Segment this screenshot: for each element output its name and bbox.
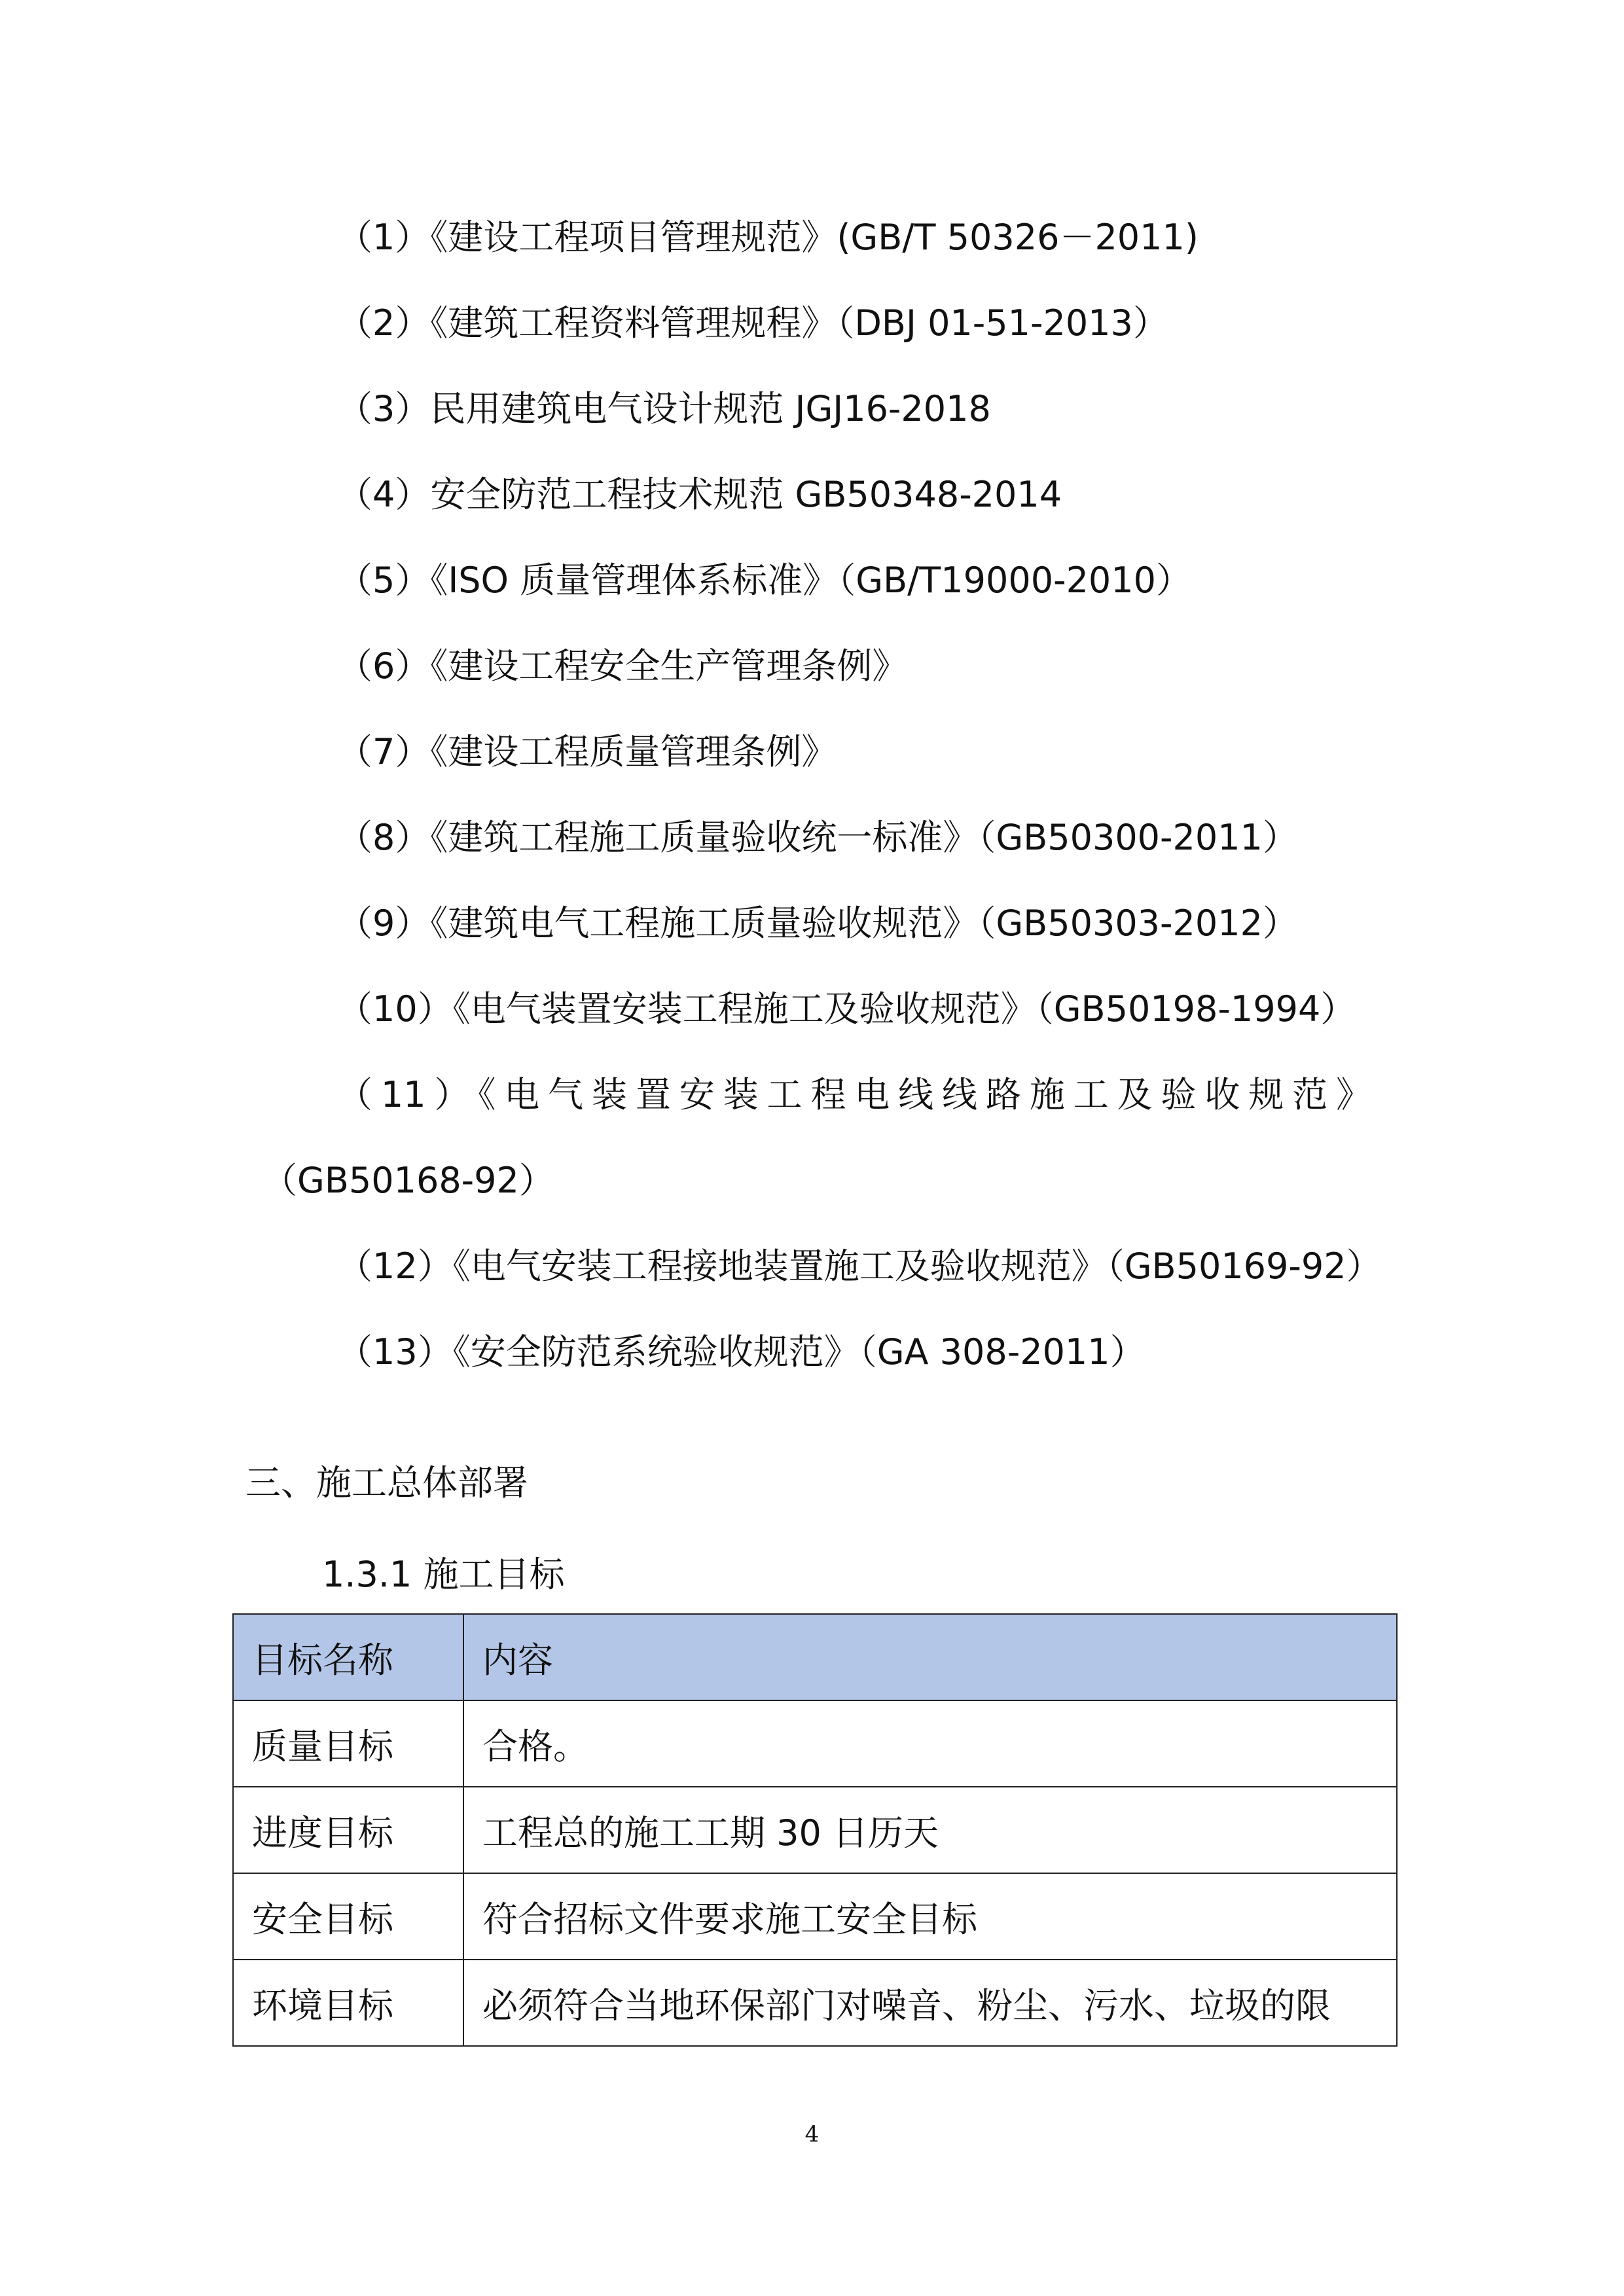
reference-item: （6）《建设工程安全生产管理条例》 bbox=[337, 645, 908, 687]
table-cell: 进度目标 bbox=[233, 1787, 463, 1873]
reference-item: （11）《电气装置安装工程电线线路施工及验收规范》 bbox=[337, 1074, 1371, 1115]
table-header-cell: 内容 bbox=[463, 1614, 1397, 1700]
reference-item: （3）民用建筑电气设计规范 JGJ16-2018 bbox=[337, 388, 991, 429]
reference-item: （7）《建设工程质量管理条例》 bbox=[337, 731, 837, 772]
reference-item: （8）《建筑工程施工质量验收统一标准》（GB50300-2011） bbox=[337, 817, 1298, 858]
table-cell: 质量目标 bbox=[233, 1700, 463, 1787]
section-heading: 三、施工总体部署 bbox=[245, 1462, 528, 1503]
goals-table bbox=[232, 1613, 1398, 2047]
table-cell: 合格。 bbox=[463, 1700, 1397, 1787]
reference-item: （5）《ISO 质量管理体系标准》（GB/T19000-2010） bbox=[337, 560, 1191, 601]
table-cell: 环境目标 bbox=[233, 1960, 463, 2046]
table-cell: 安全目标 bbox=[233, 1873, 463, 1960]
reference-item: （9）《建筑电气工程施工质量验收规范》（GB50303-2012） bbox=[337, 903, 1298, 944]
reference-item: （4）安全防范工程技术规范 GB50348-2014 bbox=[337, 474, 1062, 515]
table-header-row bbox=[233, 1614, 1397, 1700]
page-number: 4 bbox=[804, 2121, 820, 2147]
reference-item: （12）《电气安装工程接地装置施工及验收规范》（GB50169-92） bbox=[337, 1246, 1382, 1287]
table-row bbox=[233, 1873, 1397, 1960]
reference-item: （13）《安全防范系统验收规范》（GA 308-2011） bbox=[337, 1331, 1146, 1372]
reference-item-continuation: （GB50168-92） bbox=[262, 1160, 554, 1201]
reference-item: （2）《建筑工程资料管理规程》（DBJ 01-51-2013） bbox=[337, 302, 1168, 344]
table-header-cell: 目标名称 bbox=[233, 1614, 463, 1700]
table-cell: 必须符合当地环保部门对噪音、粉尘、污水、垃圾的限 bbox=[463, 1960, 1397, 2046]
reference-item: （1）《建设工程项目管理规范》(GB/T 50326－2011) bbox=[337, 217, 1199, 258]
subsection-heading: 1.3.1 施工目标 bbox=[322, 1554, 565, 1595]
table-cell: 符合招标文件要求施工安全目标 bbox=[463, 1873, 1397, 1960]
table-cell: 工程总的施工工期 30 日历天 bbox=[463, 1787, 1397, 1873]
table-row bbox=[233, 1700, 1397, 1787]
table-row bbox=[233, 1787, 1397, 1873]
table-row bbox=[233, 1960, 1397, 2046]
reference-item: （10）《电气装置安装工程施工及验收规范》（GB50198-1994） bbox=[337, 988, 1356, 1030]
